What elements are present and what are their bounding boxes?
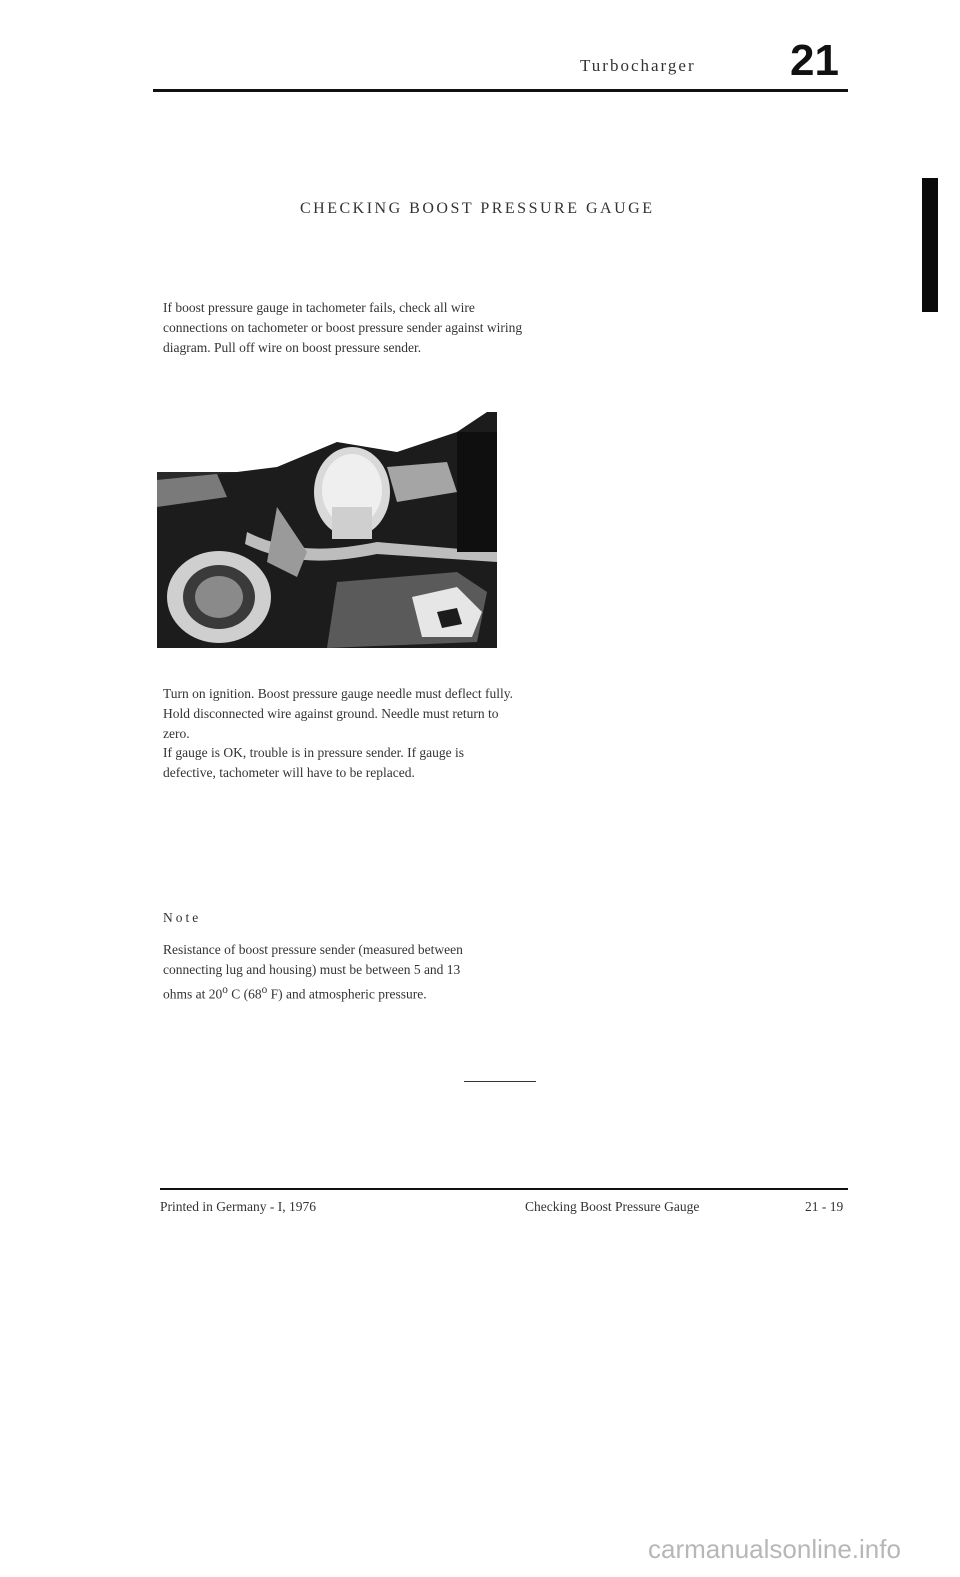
note-text-a: Resistance of boost pressure sender (measured between connecting lug and housing) must be between 5 and 13 ohms at 20 — [163, 942, 463, 1002]
section-number: 21 — [790, 36, 839, 85]
degree-mark-celsius: o — [222, 984, 228, 996]
page-title: CHECKING BOOST PRESSURE GAUGE — [300, 200, 655, 217]
footer-page-title: Checking Boost Pressure Gauge — [525, 1199, 700, 1214]
watermark: carmanualsonline.info — [648, 1534, 901, 1564]
note-text-c: F) and atmospheric pressure. — [267, 986, 427, 1002]
procedure-paragraph: Turn on ignition. Boost pressure gauge needle must deflect fully. Hold disconnected wire against ground. Needle must return to zero. — [163, 686, 513, 741]
engine-photo — [157, 412, 497, 648]
end-of-section-rule — [464, 1081, 536, 1082]
footer-rule — [160, 1188, 848, 1190]
section-title: Turbocharger — [580, 56, 696, 75]
note-label: Note — [163, 910, 202, 925]
footer-print-info: Printed in Germany - I, 1976 — [160, 1199, 316, 1214]
intro-paragraph: If boost pressure gauge in tachometer fails, check all wire connections on tachometer or boost pressure sender against wiring diagram. Pull off wire on boost pressure sender. — [163, 300, 523, 355]
footer-page-number: 21 - 19 — [805, 1199, 844, 1214]
degree-mark-fahrenheit: o — [261, 984, 268, 996]
note-text-b: C (68 — [227, 986, 262, 1002]
header-rule — [153, 89, 848, 92]
section-tab-marker — [922, 178, 938, 312]
note-text — [163, 940, 483, 1005]
result-paragraph: If gauge is OK, trouble is in pressure sender. If gauge is defective, tachometer will have to be replaced. — [163, 745, 465, 780]
